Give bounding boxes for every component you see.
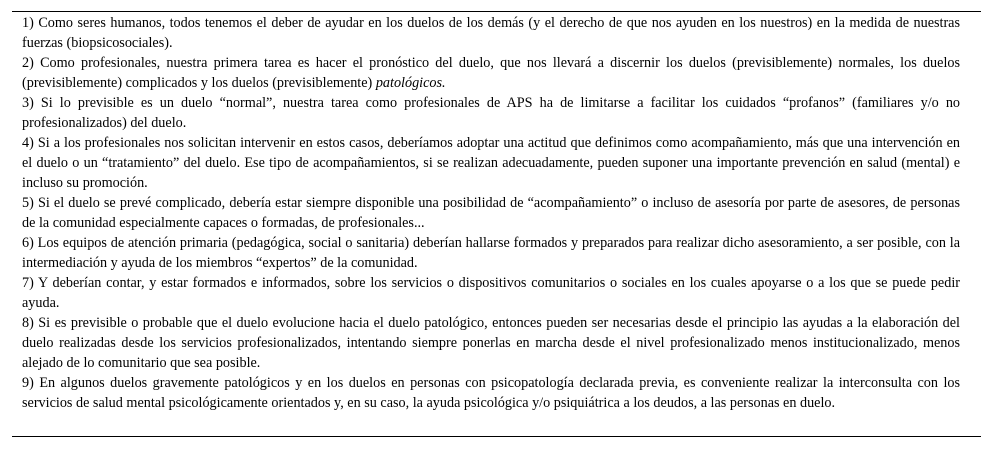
item-text: Si el duelo se prevé complicado, debería estar siempre disponible una posibilidad de “acompañamiento” o incluso de asesoría por parte de asesores, de personas de la comunidad especialmente capaces o formadas, de profesionales...	[22, 195, 960, 231]
list-item-5	[22, 193, 960, 233]
list-item-8	[22, 313, 960, 373]
item-number: 5)	[22, 195, 34, 211]
item-number: 7)	[22, 275, 34, 291]
item-number: 4)	[22, 135, 34, 151]
item-number: 3)	[22, 95, 34, 111]
item-text: Como profesionales, nuestra primera tarea es hacer el pronóstico del duelo, que nos llevará a discernir los duelos (previsiblemente) normales, los duelos (previsiblemente) complicados y los duelos (previsiblemente)	[22, 55, 960, 91]
item-text: Si es previsible o probable que el duelo evolucione hacia el duelo patológico, entonces pueden ser necesarias desde el principio las ayudas a la elaboración del duelo realizadas desde los servicios profesionalizados, intentando siempre ponerlas en marcha desde el nivel profesionalizado menos institucionalizado, menos alejado de lo comunitario que sea posible.	[22, 315, 960, 371]
item-number: 6)	[22, 235, 34, 251]
list-item-1	[22, 13, 960, 53]
list-item-6	[22, 233, 960, 273]
item-text: Como seres humanos, todos tenemos el deber de ayudar en los duelos de los demás (y el derecho de que nos ayuden en los nuestros) en la medida de nuestras fuerzas (biopsicosociales).	[22, 15, 960, 51]
item-text: En algunos duelos gravemente patológicos y en los duelos en personas con psicopatología declarada previa, es conveniente realizar la interconsulta con los servicios de salud mental psicológicamente orientados y, en su caso, la ayuda psicológica y/o psiquiátrica a los deudos, a las personas en duelo.	[22, 375, 960, 411]
list-item-9	[22, 373, 960, 413]
item-text: Los equipos de atención primaria (pedagógica, social o sanitaria) deberían hallarse formados y preparados para realizar dicho asesoramiento, a ser posible, con la intermediación y ayuda de los miembros “expertos” de la comunidad.	[22, 235, 961, 271]
item-text: Si a los profesionales nos solicitan intervenir en estos casos, deberíamos adoptar una actitud que definimos como acompañamiento, más que una intervención en el duelo o un “tratamiento” del duelo. Ese tipo de acompañamientos, si se realizan adecuadamente, pueden suponer una importante prevención en salud (mental) e incluso su promoción.	[22, 135, 961, 191]
item-text: Si lo previsible es un duelo “normal”, nuestra tarea como profesionales de APS ha de limitarse a facilitar los cuidados “profanos” (familiares y/o no profesionalizados) del duelo.	[22, 95, 961, 131]
item-text: Y deberían contar, y estar formados e informados, sobre los servicios o dispositivos comunitarios o sociales en los cuales apoyarse o a los que se puede pedir ayuda.	[22, 275, 960, 311]
recommendations-list	[22, 13, 960, 413]
item-emphasis: patológicos.	[375, 75, 446, 91]
item-number: 1)	[22, 15, 34, 31]
item-number: 2)	[22, 55, 34, 71]
list-item-3	[22, 93, 960, 133]
item-number: 9)	[22, 375, 34, 391]
list-item-2	[22, 53, 960, 93]
list-item-4	[22, 133, 960, 193]
item-number: 8)	[22, 315, 34, 331]
list-item-7	[22, 273, 960, 313]
